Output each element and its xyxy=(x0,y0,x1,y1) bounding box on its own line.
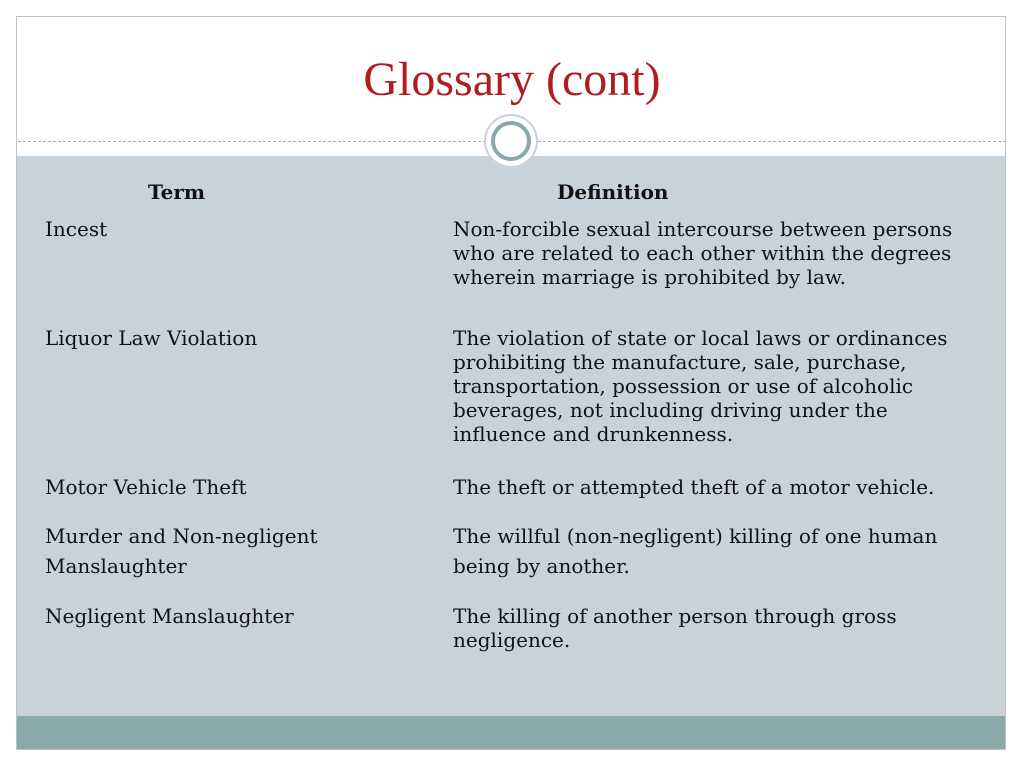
term-column-header: Term xyxy=(148,180,206,204)
glossary-term: Liquor Law Violation xyxy=(45,326,258,350)
glossary-term: Incest xyxy=(45,217,108,241)
glossary-definition: The willful (non-negligent) killing of one human being by another. xyxy=(453,524,938,578)
footer-bar xyxy=(17,716,1005,749)
glossary-definition: The theft or attempted theft of a motor vehicle. xyxy=(453,475,935,499)
definition-column-header: Definition xyxy=(557,180,669,204)
glossary-definition: The violation of state or local laws or ordinances prohibiting the manufacture, sale, purchase, transportation, possession or use of alcoholic beverages, not including driving under the influence and drunkenness. xyxy=(453,326,948,446)
ring-inner xyxy=(491,121,531,161)
slide-title: Glossary (cont) xyxy=(363,53,661,106)
glossary-term: Murder and Non-negligent Manslaughter xyxy=(45,524,318,578)
glossary-definition: The killing of another person through gross negligence. xyxy=(453,604,897,652)
glossary-term: Negligent Manslaughter xyxy=(45,604,294,628)
glossary-definition: Non-forcible sexual intercourse between persons who are related to each other within the degrees wherein marriage is prohibited by law. xyxy=(453,217,953,289)
glossary-term: Motor Vehicle Theft xyxy=(45,475,247,499)
ring-ornament-icon xyxy=(484,114,538,168)
